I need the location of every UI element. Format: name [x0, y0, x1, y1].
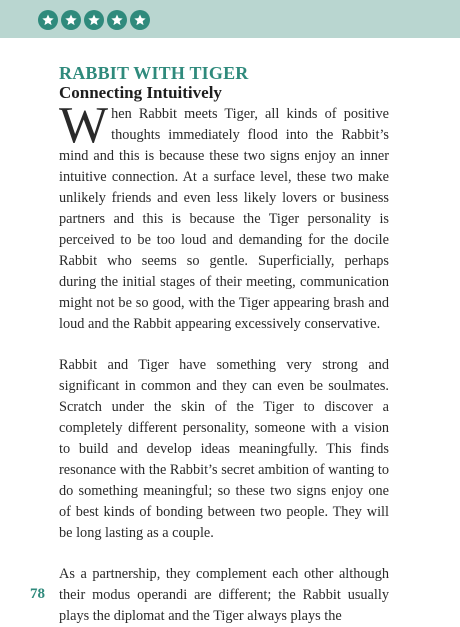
header-band [0, 0, 460, 38]
section-heading: RABBIT WITH TIGER [59, 63, 249, 83]
article [59, 63, 389, 627]
paragraph-2: Rabbit and Tiger have something very strong and significant in common and they can even be soulmates. Scratch under the skin of the Tiger to discover a completely different personality, someone with a vision to build and develop ideas meaningfully. This finds resonance with the Rabbit’s secret ambition of wanting to do something meaningful; so these two signs enjoy one of best kinds of bonding between two people. They will be long lasting as a couple. [59, 357, 389, 541]
paragraph-1 [59, 97, 389, 335]
star-icon [61, 10, 81, 30]
drop-cap: W [59, 97, 109, 154]
star-rating [38, 10, 150, 30]
page-number: 78 [30, 586, 45, 602]
star-icon [107, 10, 127, 30]
star-icon [130, 10, 150, 30]
star-icon [84, 10, 104, 30]
star-icon [38, 10, 58, 30]
section-subheading: Connecting Intuitively [59, 83, 222, 102]
paragraph-3: As a partnership, they complement each other although their modus operandi are different; the Rabbit usually plays the diplomat and the Tiger always plays the [59, 566, 389, 624]
paragraph-1-text: hen Rabbit meets Tiger, all kinds of positive thoughts immediately flood into the Rabbit’s mind and this is because these two signs enjoy an inner intuitive connection. At a surface level, these two make unlikely friends and even less likely lovers or business partners and this is because the Tiger personality is perceived to be too loud and demanding for the docile Rabbit who seems so gentle. Superficially, perhaps during the initial stages of their meeting, communication might not be so good, with the Tiger appearing brash and loud and the Rabbit appearing excessively conservative. [59, 106, 389, 332]
